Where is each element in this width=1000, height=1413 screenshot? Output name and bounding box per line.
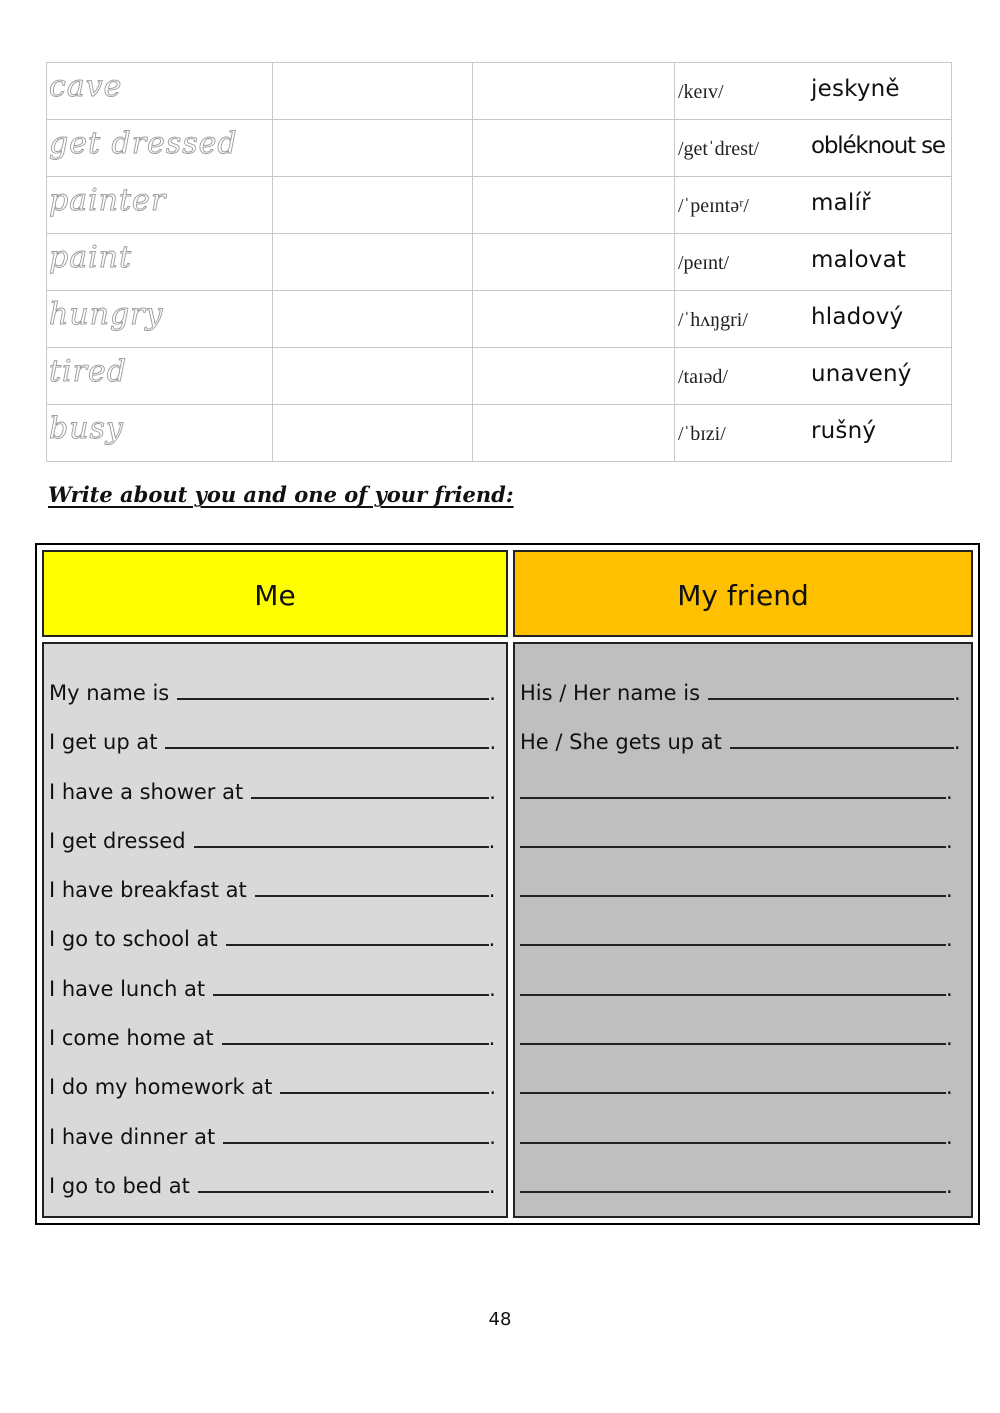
me-sentence-line [49,875,502,924]
period-mark: . [489,779,496,804]
vocab-translation: rušný [811,418,877,444]
period-mark: . [953,730,961,755]
vocab-ipa: /ˈhʌŋgri/ [678,309,748,331]
period-mark: . [488,828,496,853]
vocab-blank-cell[interactable] [473,405,675,462]
period-mark: . [946,878,953,903]
vocab-blank-cell[interactable] [273,63,473,120]
me-sentence-line [49,924,502,973]
me-sentence-line [49,1171,502,1220]
vocab-ipa: /getˈdrest/ [678,138,760,160]
vocab-row [47,120,952,177]
friend-answer-blank[interactable] [730,727,954,749]
vocab-ipa: /ˈpeɪntəʳ/ [678,195,749,217]
me-prompt: My name is [49,681,170,705]
period-mark: . [489,1124,496,1149]
me-sentence-line [49,974,502,1023]
vocab-word-cell [47,291,273,348]
friend-answer-blank[interactable] [520,1072,946,1094]
me-prompt: I have breakfast at [49,878,247,903]
me-panel [42,642,508,1218]
period-mark: . [489,1075,497,1100]
period-mark: . [488,1026,496,1051]
vocab-word-cell [47,120,273,177]
me-answer-blank[interactable] [226,924,489,946]
vocab-word-cell [47,405,273,462]
me-answer-blank[interactable] [223,1122,489,1144]
vocab-word: get dressed [49,126,238,161]
vocab-blank-cell[interactable] [273,348,473,405]
friend-prompt: He / She gets up at [520,730,722,755]
friend-answer-blank[interactable] [520,1023,946,1045]
vocab-ipa-cell [675,234,952,291]
vocab-translation: jeskyně [811,76,900,102]
exercise-heading: Write about you and one of your friend: [48,482,514,507]
me-answer-blank[interactable] [165,727,489,749]
friend-sentence-line [520,727,967,776]
friend-sentence-line [520,1023,967,1072]
vocab-ipa: /keɪv/ [678,81,724,103]
me-prompt: I go to school at [49,927,218,952]
me-answer-blank[interactable] [280,1072,489,1094]
friend-answer-blank[interactable] [520,777,946,799]
vocab-blank-cell[interactable] [473,291,675,348]
vocab-ipa-cell [675,348,952,405]
vocab-ipa-cell [675,177,952,234]
me-sentence-line [49,1072,502,1121]
me-prompt: I have a shower at [49,779,244,804]
vocab-blank-cell[interactable] [473,120,675,177]
me-prompt: I get dressed [49,828,186,853]
friend-answer-blank[interactable] [708,678,954,700]
period-mark: . [946,927,953,952]
period-mark: . [489,730,497,755]
vocab-blank-cell[interactable] [273,291,473,348]
vocab-translation: hladový [811,304,904,330]
me-sentence-line [49,826,502,875]
friend-sentence-line [520,777,967,826]
me-sentence-line [49,1023,502,1072]
vocab-word-cell [47,177,273,234]
me-sentence-line [49,777,502,826]
period-mark: . [946,1026,953,1051]
vocab-blank-cell[interactable] [273,234,473,291]
vocab-blank-cell[interactable] [473,348,675,405]
friend-sentence-line [520,678,967,727]
friend-title: My friend [677,579,809,612]
exercise-frame [35,543,980,1225]
me-sentence-line [49,1122,502,1171]
me-title: Me [254,579,296,612]
vocab-ipa: /ˈbɪzi/ [678,423,726,445]
me-answer-blank[interactable] [198,1171,489,1193]
vocab-blank-cell[interactable] [273,405,473,462]
friend-answer-blank[interactable] [520,875,946,897]
vocab-row [47,234,952,291]
me-prompt: I go to bed at [49,1173,190,1198]
vocab-row [47,177,952,234]
me-prompt: I get up at [49,730,158,755]
period-mark: . [946,976,953,1001]
me-header [42,550,508,637]
me-answer-blank[interactable] [222,1023,489,1045]
friend-sentence-line [520,1122,967,1171]
friend-lines [520,678,967,1220]
vocab-row [47,291,952,348]
friend-sentence-line [520,924,967,973]
vocab-word: busy [49,411,124,446]
vocab-blank-cell[interactable] [273,177,473,234]
vocab-translation: unavený [811,361,912,387]
vocab-word-cell [47,234,273,291]
friend-sentence-line [520,875,967,924]
period-mark: . [488,878,496,903]
vocab-row [47,63,952,120]
friend-answer-blank[interactable] [520,974,946,996]
friend-sentence-line [520,974,967,1023]
vocab-translation: obléknout se [811,133,945,159]
me-answer-blank[interactable] [194,826,489,848]
vocab-translation: malovat [811,247,907,273]
me-prompt: I do my homework at [49,1075,273,1100]
friend-header [513,550,973,637]
period-mark: . [946,1173,953,1198]
me-answer-blank[interactable] [255,875,489,897]
me-answer-blank[interactable] [251,777,489,799]
vocab-word: painter [49,183,167,218]
friend-answer-blank[interactable] [520,1171,946,1193]
vocab-ipa-cell [675,291,952,348]
vocab-ipa-cell [675,120,952,177]
friend-sentence-line [520,1072,967,1121]
vocab-ipa: /peɪnt/ [678,252,730,274]
me-sentence-line [49,678,502,727]
page-number: 48 [488,1309,512,1330]
period-mark: . [489,976,496,1001]
vocab-blank-cell[interactable] [473,234,675,291]
vocab-ipa: /taɪəd/ [678,366,728,388]
me-sentence-line [49,727,502,776]
period-mark: . [489,681,496,705]
vocab-blank-cell[interactable] [473,63,675,120]
vocab-translation: malíř [811,190,871,216]
vocab-word-cell [47,348,273,405]
period-mark: . [488,927,496,952]
period-mark: . [954,681,961,705]
vocab-ipa-cell [675,405,952,462]
vocab-ipa-cell [675,63,952,120]
period-mark: . [946,779,953,804]
vocab-row [47,348,952,405]
me-answer-blank[interactable] [213,974,489,996]
me-prompt: I have dinner at [49,1124,216,1149]
friend-answer-blank[interactable] [520,924,946,946]
vocab-word-cell [47,63,273,120]
friend-sentence-line [520,1171,967,1220]
vocab-word: hungry [49,297,164,332]
vocab-blank-cell[interactable] [473,177,675,234]
period-mark: . [946,1075,953,1100]
me-answer-blank[interactable] [177,678,489,700]
friend-answer-blank[interactable] [520,1122,946,1144]
friend-answer-blank[interactable] [520,826,946,848]
period-mark: . [488,1173,496,1198]
vocab-word: paint [49,240,133,275]
me-lines [49,678,502,1220]
period-mark: . [946,828,953,853]
me-prompt: I come home at [49,1026,214,1051]
friend-prompt: His / Her name is [520,681,701,705]
vocab-word: tired [49,354,127,389]
vocab-row [47,405,952,462]
friend-sentence-line [520,826,967,875]
period-mark: . [946,1124,953,1149]
vocab-word: cave [49,69,123,104]
vocab-blank-cell[interactable] [273,120,473,177]
vocabulary-table [46,62,952,462]
friend-panel [513,642,973,1218]
me-prompt: I have lunch at [49,976,206,1001]
